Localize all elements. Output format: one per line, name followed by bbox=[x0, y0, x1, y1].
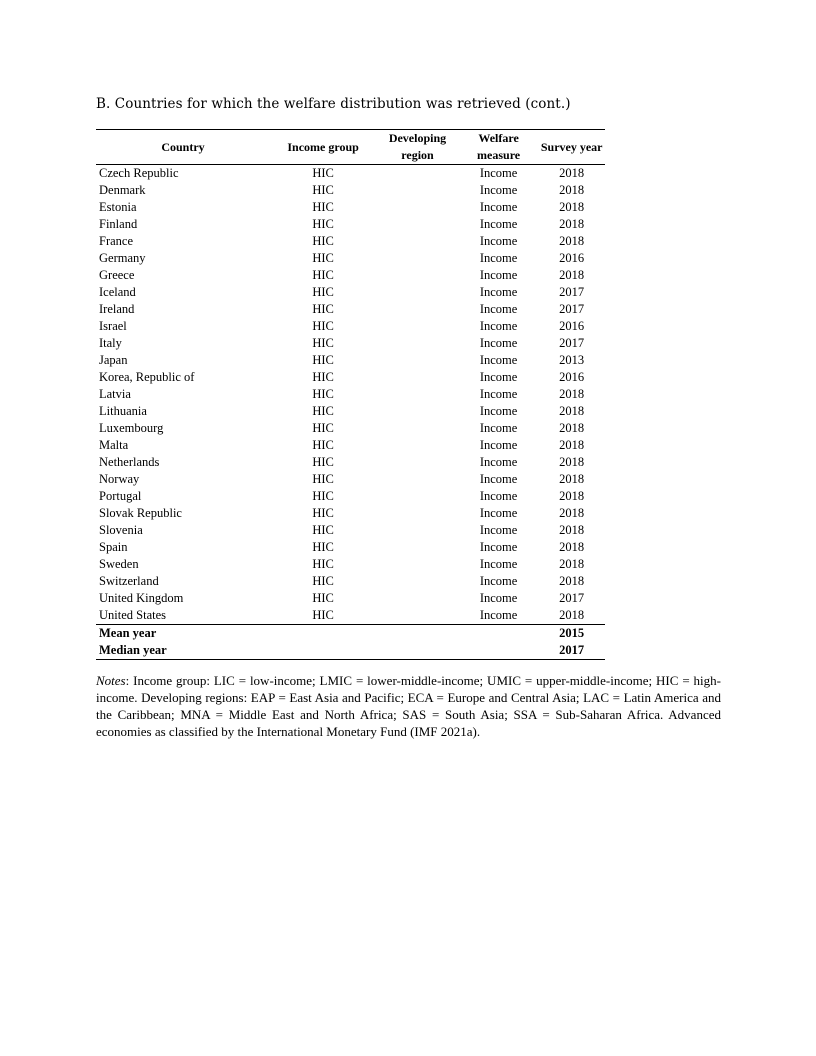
cell-country: Sweden bbox=[99, 557, 139, 571]
table-row bbox=[96, 403, 605, 420]
cell-developing-region bbox=[376, 216, 459, 233]
countries-table bbox=[96, 129, 605, 660]
table-row bbox=[96, 590, 605, 607]
cell-welfare-measure: Income bbox=[479, 336, 518, 350]
summary-empty-cell bbox=[376, 642, 459, 660]
table-row bbox=[96, 437, 605, 454]
table-row bbox=[96, 386, 605, 403]
cell-survey-year: 2017 bbox=[559, 336, 585, 350]
cell-survey-year: 2017 bbox=[559, 591, 585, 605]
table-row bbox=[96, 199, 605, 216]
cell-income-group: HIC bbox=[312, 438, 334, 452]
table-row bbox=[96, 539, 605, 556]
cell-welfare-measure: Income bbox=[479, 268, 518, 282]
table-row bbox=[96, 522, 605, 539]
cell-country: Spain bbox=[99, 540, 128, 554]
cell-developing-region bbox=[376, 488, 459, 505]
table-row bbox=[96, 420, 605, 437]
cell-income-group: HIC bbox=[312, 574, 334, 588]
cell-developing-region bbox=[376, 505, 459, 522]
cell-country: Slovak Republic bbox=[99, 506, 182, 520]
table-row bbox=[96, 573, 605, 590]
cell-country: Malta bbox=[99, 438, 129, 452]
cell-survey-year: 2018 bbox=[538, 607, 605, 625]
cell-developing-region bbox=[376, 284, 459, 301]
cell-welfare-measure: Income bbox=[479, 421, 518, 435]
cell-country: Denmark bbox=[99, 183, 146, 197]
table-row bbox=[96, 369, 605, 386]
notes-label: Notes bbox=[96, 673, 126, 688]
cell-income-group: HIC bbox=[312, 166, 334, 180]
cell-country: France bbox=[99, 234, 134, 248]
cell-country: Iceland bbox=[99, 285, 136, 299]
cell-developing-region bbox=[376, 471, 459, 488]
summary-empty-cell bbox=[376, 625, 459, 643]
cell-welfare-measure: Income bbox=[479, 319, 518, 333]
cell-income-group: HIC bbox=[312, 523, 334, 537]
cell-survey-year: 2016 bbox=[559, 370, 585, 384]
cell-survey-year: 2018 bbox=[559, 421, 585, 435]
summary-empty-cell bbox=[270, 625, 376, 643]
cell-welfare-measure: Income bbox=[479, 200, 518, 214]
summary-label: Median year bbox=[96, 642, 270, 660]
col-welfare-measure-header bbox=[459, 130, 539, 165]
cell-income-group: HIC bbox=[312, 489, 334, 503]
cell-income-group: HIC bbox=[312, 302, 334, 316]
cell-developing-region bbox=[376, 301, 459, 318]
cell-survey-year: 2018 bbox=[559, 489, 585, 503]
summary-empty-cell bbox=[270, 642, 376, 660]
table-row bbox=[96, 335, 605, 352]
cell-welfare-measure: Income bbox=[479, 251, 518, 265]
table-row bbox=[96, 471, 605, 488]
cell-country: Netherlands bbox=[99, 455, 160, 469]
cell-country: Switzerland bbox=[99, 574, 159, 588]
cell-developing-region bbox=[376, 165, 459, 183]
cell-welfare-measure: Income bbox=[479, 370, 518, 384]
cell-welfare-measure: Income bbox=[479, 302, 518, 316]
cell-survey-year: 2018 bbox=[559, 455, 585, 469]
table-header bbox=[96, 130, 605, 165]
table-row bbox=[96, 233, 605, 250]
welfare-measure-line2: measure bbox=[477, 148, 521, 162]
cell-country: Czech Republic bbox=[99, 166, 179, 180]
cell-welfare-measure: Income bbox=[479, 557, 518, 571]
cell-country: Luxembourg bbox=[99, 421, 164, 435]
summary-row bbox=[96, 625, 605, 643]
cell-developing-region bbox=[376, 454, 459, 471]
cell-survey-year: 2018 bbox=[559, 387, 585, 401]
cell-survey-year: 2018 bbox=[559, 438, 585, 452]
cell-welfare-measure: Income bbox=[479, 353, 518, 367]
cell-income-group: HIC bbox=[312, 370, 334, 384]
cell-developing-region bbox=[376, 369, 459, 386]
table-row bbox=[96, 284, 605, 301]
cell-welfare-measure: Income bbox=[479, 166, 518, 180]
col-developing-region-header bbox=[376, 130, 459, 165]
cell-developing-region bbox=[376, 556, 459, 573]
cell-welfare-measure: Income bbox=[479, 506, 518, 520]
cell-country: Germany bbox=[99, 251, 146, 265]
cell-income-group: HIC bbox=[312, 251, 334, 265]
cell-developing-region bbox=[376, 352, 459, 369]
cell-developing-region bbox=[376, 386, 459, 403]
cell-survey-year: 2018 bbox=[559, 166, 585, 180]
cell-survey-year: 2018 bbox=[559, 183, 585, 197]
cell-country: United States bbox=[96, 607, 270, 625]
header-row bbox=[96, 130, 605, 165]
table-row bbox=[96, 556, 605, 573]
table-row bbox=[96, 352, 605, 369]
summary-row bbox=[96, 642, 605, 660]
cell-income-group: HIC bbox=[312, 183, 334, 197]
cell-developing-region bbox=[376, 335, 459, 352]
cell-welfare-measure: Income bbox=[459, 607, 539, 625]
cell-welfare-measure: Income bbox=[479, 404, 518, 418]
cell-developing-region bbox=[376, 318, 459, 335]
cell-country: Norway bbox=[99, 472, 140, 486]
cell-country: Finland bbox=[99, 217, 138, 231]
cell-developing-region bbox=[376, 539, 459, 556]
table-row bbox=[96, 301, 605, 318]
summary-empty-cell bbox=[459, 642, 539, 660]
cell-income-group: HIC bbox=[312, 387, 334, 401]
cell-developing-region bbox=[376, 233, 459, 250]
cell-survey-year: 2018 bbox=[559, 506, 585, 520]
cell-welfare-measure: Income bbox=[479, 489, 518, 503]
cell-survey-year: 2013 bbox=[559, 353, 585, 367]
cell-welfare-measure: Income bbox=[479, 591, 518, 605]
cell-country: Slovenia bbox=[99, 523, 143, 537]
table-row bbox=[96, 165, 605, 183]
cell-country: Ireland bbox=[99, 302, 135, 316]
cell-survey-year: 2017 bbox=[559, 285, 585, 299]
cell-income-group: HIC bbox=[312, 506, 334, 520]
cell-country: Korea, Republic of bbox=[99, 370, 195, 384]
cell-income-group: HIC bbox=[270, 607, 376, 625]
cell-income-group: HIC bbox=[312, 421, 334, 435]
table-row bbox=[96, 505, 605, 522]
cell-survey-year: 2018 bbox=[559, 523, 585, 537]
cell-welfare-measure: Income bbox=[479, 387, 518, 401]
cell-survey-year: 2018 bbox=[559, 574, 585, 588]
cell-country: Greece bbox=[99, 268, 135, 282]
table-row bbox=[96, 318, 605, 335]
cell-income-group: HIC bbox=[312, 336, 334, 350]
cell-welfare-measure: Income bbox=[479, 574, 518, 588]
cell-income-group: HIC bbox=[312, 591, 334, 605]
cell-survey-year: 2018 bbox=[559, 557, 585, 571]
cell-developing-region bbox=[376, 590, 459, 607]
cell-survey-year: 2016 bbox=[559, 251, 585, 265]
summary-label: Mean year bbox=[99, 626, 157, 640]
cell-income-group: HIC bbox=[312, 472, 334, 486]
cell-developing-region bbox=[376, 420, 459, 437]
cell-survey-year: 2018 bbox=[559, 404, 585, 418]
table-body bbox=[96, 165, 605, 660]
summary-value: 2017 bbox=[538, 642, 605, 660]
col-survey-year-header: Survey year bbox=[540, 139, 603, 154]
cell-income-group: HIC bbox=[312, 217, 334, 231]
cell-survey-year: 2018 bbox=[559, 472, 585, 486]
cell-developing-region bbox=[376, 199, 459, 216]
summary-empty-cell bbox=[459, 625, 539, 643]
cell-country: Israel bbox=[99, 319, 127, 333]
cell-developing-region bbox=[376, 573, 459, 590]
cell-survey-year: 2016 bbox=[559, 319, 585, 333]
cell-welfare-measure: Income bbox=[479, 234, 518, 248]
table-heading: B. Countries for which the welfare distribution was retrieved (cont.) bbox=[96, 96, 571, 112]
developing-region-line2: region bbox=[401, 148, 434, 162]
cell-survey-year: 2018 bbox=[559, 268, 585, 282]
table-row bbox=[96, 267, 605, 284]
cell-welfare-measure: Income bbox=[479, 183, 518, 197]
welfare-measure-line1: Welfare bbox=[478, 131, 519, 145]
table-row bbox=[96, 607, 605, 625]
cell-country: Lithuania bbox=[99, 404, 147, 418]
notes-text: : Income group: LIC = low-income; LMIC = lower-middle-income; UMIC = upper-middle-income; HIC = high-income. Developing regions: EAP = East Asia and Pacific; ECA = Europe and Central Asia; LAC = Latin America and the Caribbean; MNA = Middle East and North Africa; SAS = South Asia; SSA = Sub-Saharan Africa. Advanced economies as classified by the International Monetary Fund (IMF 2021a). bbox=[96, 673, 721, 739]
cell-welfare-measure: Income bbox=[479, 523, 518, 537]
cell-country: Latvia bbox=[99, 387, 131, 401]
cell-income-group: HIC bbox=[312, 268, 334, 282]
cell-country: Italy bbox=[99, 336, 122, 350]
cell-developing-region bbox=[376, 607, 459, 625]
cell-developing-region bbox=[376, 437, 459, 454]
table-row bbox=[96, 454, 605, 471]
cell-income-group: HIC bbox=[312, 319, 334, 333]
cell-country: Estonia bbox=[99, 200, 137, 214]
cell-income-group: HIC bbox=[312, 557, 334, 571]
cell-welfare-measure: Income bbox=[479, 455, 518, 469]
developing-region-line1: Developing bbox=[388, 131, 447, 145]
cell-developing-region bbox=[376, 250, 459, 267]
cell-country: Japan bbox=[99, 353, 128, 367]
cell-developing-region bbox=[376, 267, 459, 284]
cell-welfare-measure: Income bbox=[479, 540, 518, 554]
table-row bbox=[96, 250, 605, 267]
cell-income-group: HIC bbox=[312, 234, 334, 248]
cell-income-group: HIC bbox=[312, 540, 334, 554]
cell-welfare-measure: Income bbox=[479, 285, 518, 299]
cell-welfare-measure: Income bbox=[479, 438, 518, 452]
cell-welfare-measure: Income bbox=[479, 472, 518, 486]
cell-developing-region bbox=[376, 182, 459, 199]
cell-survey-year: 2018 bbox=[559, 217, 585, 231]
cell-developing-region bbox=[376, 522, 459, 539]
cell-income-group: HIC bbox=[312, 200, 334, 214]
cell-survey-year: 2018 bbox=[559, 200, 585, 214]
cell-country: Portugal bbox=[99, 489, 142, 503]
cell-survey-year: 2017 bbox=[559, 302, 585, 316]
cell-survey-year: 2018 bbox=[559, 540, 585, 554]
col-country-header: Country bbox=[161, 139, 205, 154]
cell-income-group: HIC bbox=[312, 285, 334, 299]
table-row bbox=[96, 488, 605, 505]
cell-income-group: HIC bbox=[312, 404, 334, 418]
cell-income-group: HIC bbox=[312, 455, 334, 469]
summary-value: 2015 bbox=[559, 626, 585, 640]
cell-country: United Kingdom bbox=[99, 591, 184, 605]
cell-income-group: HIC bbox=[312, 353, 334, 367]
cell-developing-region bbox=[376, 403, 459, 420]
col-income-group-header: Income group bbox=[287, 139, 359, 154]
cell-survey-year: 2018 bbox=[559, 234, 585, 248]
table-row bbox=[96, 182, 605, 199]
table-row bbox=[96, 216, 605, 233]
table-notes bbox=[96, 672, 721, 740]
cell-welfare-measure: Income bbox=[479, 217, 518, 231]
